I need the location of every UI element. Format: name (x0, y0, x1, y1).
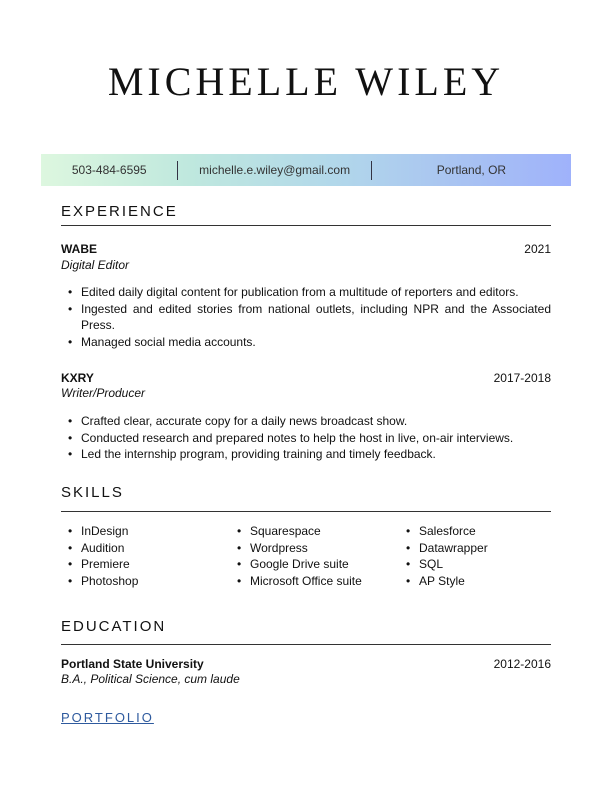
list-item: • Audition (61, 540, 221, 557)
list-item: • InDesign (61, 523, 221, 540)
job-role: Writer/Producer (61, 386, 146, 400)
section-divider (61, 225, 551, 226)
job-date: 2017-2018 (493, 371, 551, 385)
list-item: • Ingested and edited stories from national outlets, including NPR and the Associated Press. (61, 301, 551, 334)
list-item: • AP Style (399, 573, 559, 590)
section-divider (61, 644, 551, 645)
job-company: WABE (61, 242, 97, 256)
list-item: • Datawrapper (399, 540, 559, 557)
skills-column-2 (230, 523, 390, 589)
list-item: • Squarespace (230, 523, 390, 540)
email-address[interactable]: michelle.e.wiley@gmail.com (199, 163, 351, 177)
skills-column-3 (399, 523, 559, 589)
list-item: • Microsoft Office suite (230, 573, 390, 590)
list-item: • Edited daily digital content for publication from a multitude of reporters and editors. (61, 284, 551, 301)
school-name: Portland State University (61, 657, 204, 671)
experience-heading: EXPERIENCE (61, 203, 178, 220)
degree: B.A., Political Science, cum laude (61, 672, 240, 686)
list-item: • Led the internship program, providing training and timely feedback. (61, 446, 551, 463)
portfolio-link[interactable]: PORTFOLIO (61, 710, 154, 725)
job-bullets (61, 284, 551, 350)
candidate-name: MICHELLE WILEY (107, 59, 505, 104)
list-item: • Premiere (61, 556, 221, 573)
list-item: • Wordpress (230, 540, 390, 557)
list-item: • Conducted research and prepared notes to help the host in live, on-air interviews. (61, 430, 551, 447)
list-item: • Photoshop (61, 573, 221, 590)
skills-column-1 (61, 523, 221, 589)
phone-number: 503-484-6595 (71, 163, 147, 177)
job-bullets (61, 413, 551, 463)
location: Portland, OR (436, 163, 507, 177)
contact-bar (41, 154, 571, 186)
list-item: • Google Drive suite (230, 556, 390, 573)
list-item: • Crafted clear, accurate copy for a daily news broadcast show. (61, 413, 551, 430)
job-company: KXRY (61, 371, 94, 385)
education-heading: EDUCATION (61, 618, 167, 635)
skills-heading: SKILLS (61, 484, 124, 501)
job-role: Digital Editor (61, 258, 130, 272)
list-item: • Managed social media accounts. (61, 334, 551, 351)
education-date: 2012-2016 (493, 657, 551, 671)
list-item: • SQL (399, 556, 559, 573)
job-date: 2021 (524, 242, 551, 256)
list-item: • Salesforce (399, 523, 559, 540)
section-divider (61, 511, 551, 512)
